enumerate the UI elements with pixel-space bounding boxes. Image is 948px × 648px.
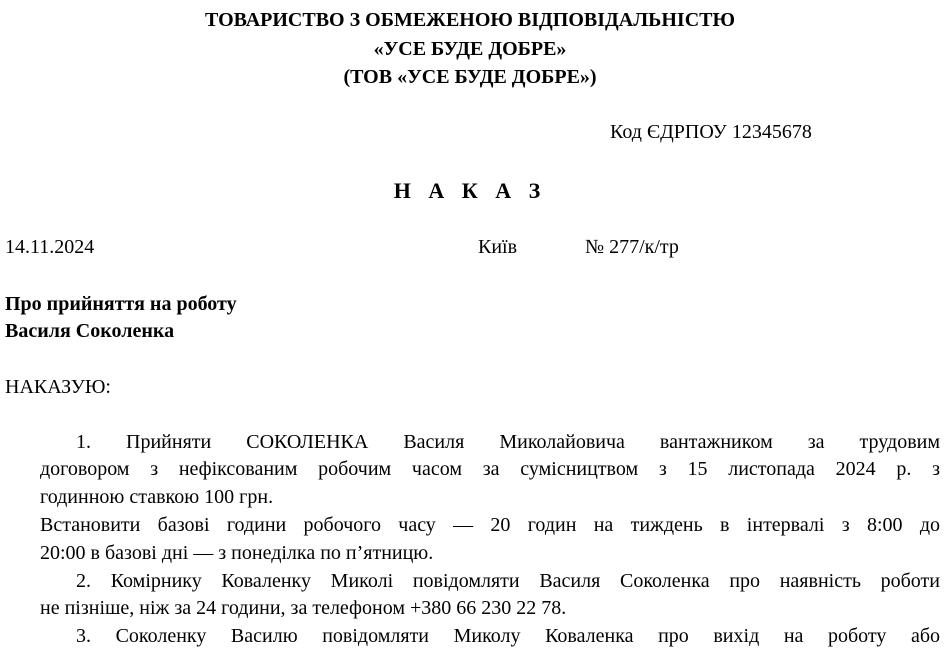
item1-line1: 1. Прийняти СОКОЛЕНКА Василя Миколайовича вантажником за трудовим (76, 431, 940, 453)
organization-short-name: (ТОВ «УСЕ БУДЕ ДОБРЕ») (343, 66, 597, 88)
hours-line2: 20:00 в базові дні — з понеділка по п’ятницю. (40, 542, 434, 564)
document-title: Н А К А З (393, 178, 547, 203)
hours-line1: Встановити базові години робочого часу — 20 годин на тиждень в інтервалі з 8:00 до (40, 514, 940, 536)
order-date: 14.11.2024 (5, 236, 95, 258)
subject-line2: Василя Соколенка (5, 320, 175, 342)
organization-name-line2: «УСЕ БУДЕ ДОБРЕ» (373, 38, 567, 60)
edrpou-code: Код ЄДРПОУ 12345678 (610, 121, 812, 143)
item2-line1: 2. Комірнику Коваленку Миколі повідомляти Василя Соколенка про наявність роботи (76, 570, 940, 592)
directive-heading: НАКАЗУЮ: (5, 376, 111, 398)
order-number: № 277/к/тр (585, 236, 679, 258)
order-city: Київ (478, 236, 518, 258)
item2-line2: не пізніше, ніж за 24 години, за телефоном +380 66 230 22 78. (40, 597, 567, 619)
subject-line1: Про прийняття на роботу (5, 293, 237, 315)
item3-line1: 3. Соколенку Василю повідомляти Миколу Коваленка про вихід на роботу або (76, 625, 940, 647)
item1-line2: договором з нефіксованим робочим часом за сумісництвом з 15 листопада 2024 р. з (40, 458, 940, 480)
item1-line3: годинною ставкою 100 грн. (40, 486, 274, 508)
organization-name-line1: ТОВАРИСТВО З ОБМЕЖЕНОЮ ВІДПОВІДАЛЬНІСТЮ (205, 9, 735, 31)
